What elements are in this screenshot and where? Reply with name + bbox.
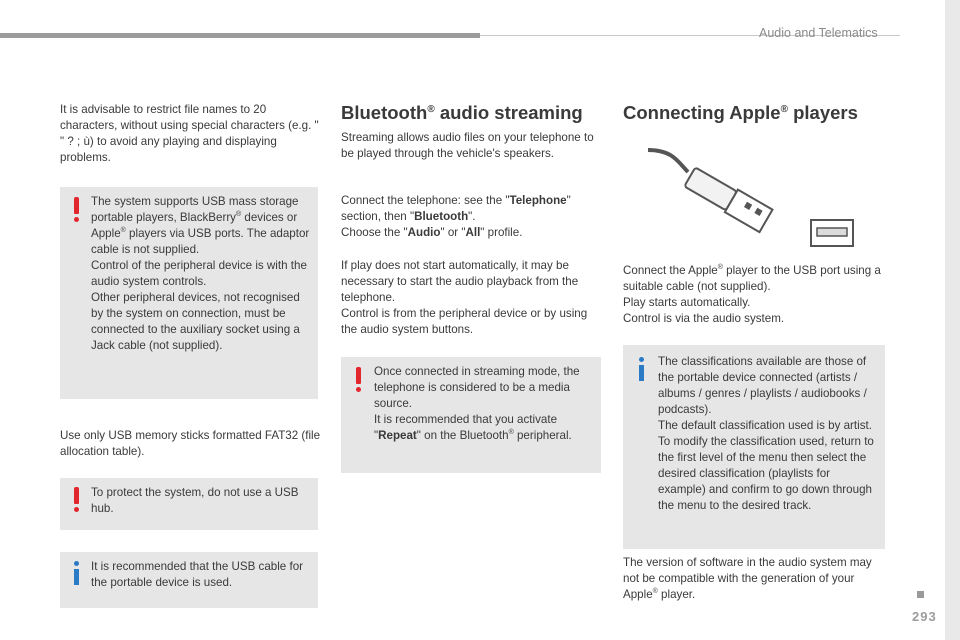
connect-telephone-instructions: Connect the telephone: see the "Telephone" section, then "Bluetooth". Choose the "Audio" or "All" profile. xyxy=(341,194,571,239)
playback-note: If play does not start automatically, it may be necessary to start the audio playback from the telephone. Control is from the peripheral device or by using the audio system buttons. xyxy=(341,259,588,336)
connecting-apple-heading: Connecting Apple® players xyxy=(623,102,858,123)
page-edge-bar xyxy=(945,0,960,640)
info-box-classifications xyxy=(623,345,885,549)
warning-icon xyxy=(73,197,79,222)
warning-box-streaming xyxy=(341,357,601,473)
software-compatibility-note: The version of software in the audio system may not be compatible with the generation of your Apple® player. xyxy=(623,556,872,601)
warning-text: The system supports USB mass storage portable players, BlackBerry® devices or Apple® players via USB ports. The adaptor cable is not supplied. Control of the peripheral device is with the audio system controls. Other peripheral devices, not recognised by the system on connection, must be connected to the auxiliary socket using a Jack cable (not supplied). xyxy=(91,195,310,352)
warning-icon xyxy=(355,367,361,392)
warning-text: Once connected in streaming mode, the telephone is considered to be a media source. It is recommended that you activate "Repeat" on the Bluetooth® peripheral. xyxy=(374,365,580,442)
page-number: 293 xyxy=(912,609,937,624)
warning-icon xyxy=(73,487,79,512)
info-text: It is recommended that the USB cable for the portable device is used. xyxy=(91,560,304,589)
header-rule xyxy=(0,33,480,38)
warning-box-usb-hub xyxy=(60,478,318,530)
intro-paragraph: It is advisable to restrict file names to 20 characters, without using special characters (e.g. " " ? ; ù) to avoid any playing and displaying problems. xyxy=(60,103,319,164)
info-icon xyxy=(638,357,644,381)
info-icon xyxy=(73,561,79,585)
warning-text: To protect the system, do not use a USB hub. xyxy=(91,486,299,515)
info-text: The classifications available are those of the portable device connected (artists / albums / genres / playlists / audiobooks / podcasts). The default classification used is by artist. To modify the classification used, return to the first level of the menu then select the desired classification (playlists for example) and confirm to go down through the menu to the desired track. xyxy=(658,355,874,512)
usb-format-note: Use only USB memory sticks formatted FAT32 (file allocation table). xyxy=(60,429,321,458)
info-box-usb-cable xyxy=(60,552,318,608)
section-title: Audio and Telematics xyxy=(759,26,878,40)
usb-cable-illustration xyxy=(648,142,858,257)
apple-connect-instructions: Connect the Apple® player to the USB port using a suitable cable (not supplied). Play starts automatically. Control is via the audio system. xyxy=(623,264,881,325)
bluetooth-streaming-heading: Bluetooth® audio streaming xyxy=(341,102,583,123)
streaming-intro: Streaming allows audio files on your telephone to be played through the vehicle's speakers. xyxy=(341,131,594,160)
warning-box-usb-support xyxy=(60,187,318,399)
page-marker xyxy=(917,591,924,598)
